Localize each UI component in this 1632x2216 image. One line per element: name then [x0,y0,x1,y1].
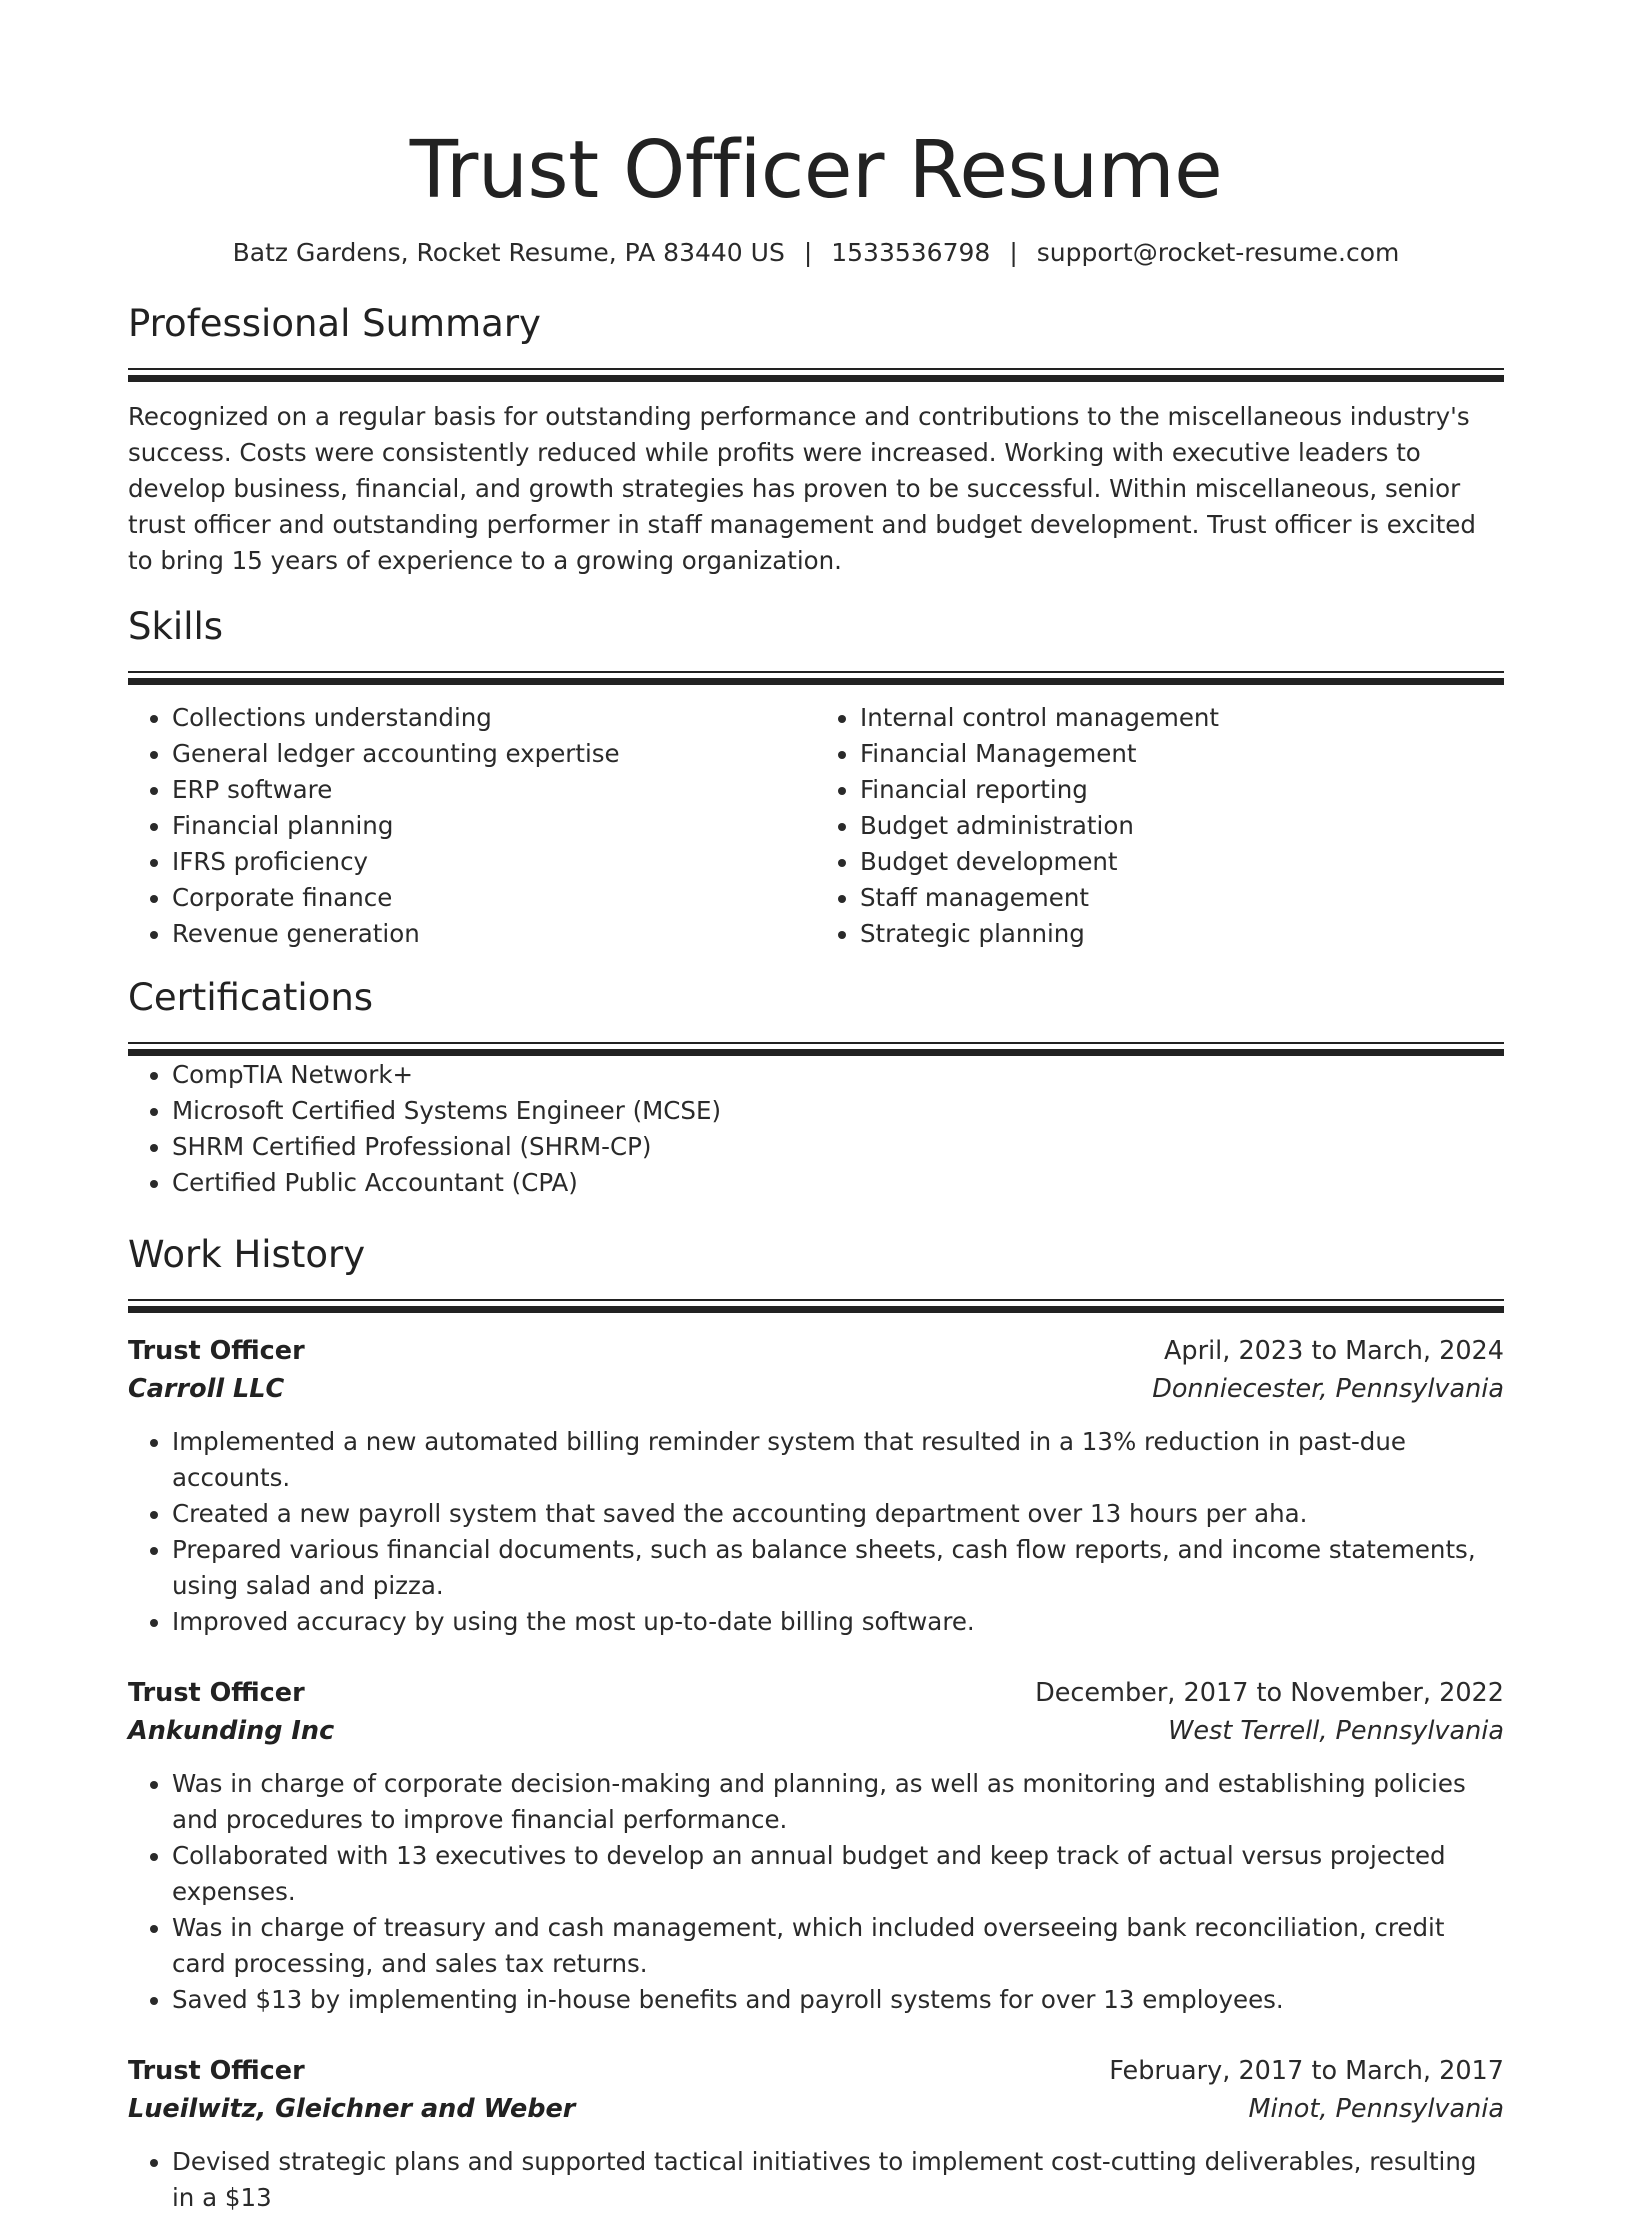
job-bullets [128,1424,1504,1640]
skill-item: • Financial planning [172,808,816,844]
skills-list-right [816,700,1504,952]
job-header-row [128,1332,1504,1370]
summary-section [128,300,1504,579]
resume-title: Trust Officer Resume [409,124,1223,216]
certifications-section [128,974,1504,1201]
job-company-row [128,1370,1504,1408]
job-entry [128,1674,1504,2018]
skill-item: • Strategic planning [860,916,1504,952]
work-history-section [128,1231,1504,2216]
certifications-heading: Certifications [128,976,374,1019]
contact-address: Batz Gardens, Rocket Resume, PA 83440 US [232,238,785,267]
job-dates: December, 2017 to November, 2022 [1035,1678,1504,1708]
summary-text: Recognized on a regular basis for outstanding performance and contributions to the miscellaneous industry's success. Costs were consistently reduced while profits were increased. Working with executive leaders to develop business, financial, and growth strategies has proven to be successful. Within miscellaneous, senior trust officer and outstanding performer in staff management and budget development. Trust officer is excited to bring 15 years of experience to a growing organization. [128,402,1476,575]
certification-item: • Certified Public Accountant (CPA) [172,1165,1504,1201]
job-title: Trust Officer [128,1678,305,1708]
job-bullet: • Saved $13 by implementing in-house benefits and payroll systems for over 13 employees. [172,1982,1504,2018]
skill-item: • Corporate finance [172,880,816,916]
contact-separator: | [803,238,813,267]
job-bullet: • Devised strategic plans and supported tactical initiatives to implement cost-cutting deliverables, resulting in a $13 [172,2144,1504,2216]
job-header-row [128,1674,1504,1712]
job-bullets [128,1766,1504,2018]
certification-item: • SHRM Certified Professional (SHRM-CP) [172,1129,1504,1165]
job-company-row [128,2090,1504,2128]
section-divider [128,671,1504,686]
job-company: Carroll LLC [128,1374,285,1404]
skill-item: • Staff management [860,880,1504,916]
skill-item: • Budget administration [860,808,1504,844]
skill-item: • Collections understanding [172,700,816,736]
job-company-row [128,1712,1504,1750]
skill-item: • ERP software [172,772,816,808]
job-bullet: • Implemented a new automated billing reminder system that resulted in a 13% reduction in past-due accounts. [172,1424,1504,1496]
certifications-list [128,1057,1504,1201]
certification-item: • Microsoft Certified Systems Engineer (MCSE) [172,1093,1504,1129]
job-company: Ankunding Inc [128,1716,335,1746]
skill-item: • Internal control management [860,700,1504,736]
skill-item: • Revenue generation [172,916,816,952]
job-bullets [128,2144,1504,2216]
contact-email: support@rocket-resume.com [1036,238,1400,267]
job-dates: February, 2017 to March, 2017 [1109,2056,1504,2086]
contact-phone: 1533536798 [831,238,991,267]
skills-section [128,603,1504,952]
skill-item: • Financial reporting [860,772,1504,808]
skills-heading: Skills [128,605,224,648]
job-bullet: • Improved accuracy by using the most up-to-date billing software. [172,1604,1504,1640]
job-bullet: • Created a new payroll system that saved the accounting department over 13 hours per aha. [172,1496,1504,1532]
job-bullet: • Was in charge of treasury and cash management, which included overseeing bank reconciliation, credit card processing, and sales tax returns. [172,1910,1504,1982]
job-header-row [128,2052,1504,2090]
skills-grid [128,700,1504,952]
job-bullet: • Prepared various financial documents, such as balance sheets, cash flow reports, and income statements, using salad and pizza. [172,1532,1504,1604]
summary-heading: Professional Summary [128,302,541,345]
skill-item: • General ledger accounting expertise [172,736,816,772]
skill-item: • Financial Management [860,736,1504,772]
work-history-heading: Work History [128,1233,366,1276]
job-entry [128,1332,1504,1640]
job-location: West Terrell, Pennsylvania [1168,1716,1504,1746]
contact-separator: | [1009,238,1018,267]
resume-page [128,0,1504,2216]
job-location: Minot, Pennsylvania [1248,2094,1504,2124]
section-divider [128,1042,1504,1057]
job-title: Trust Officer [128,2056,305,2086]
job-dates: April, 2023 to March, 2024 [1163,1336,1504,1366]
certification-item: • CompTIA Network+ [172,1057,1504,1093]
job-bullet: • Collaborated with 13 executives to develop an annual budget and keep track of actual versus projected expenses. [172,1838,1504,1910]
skills-list-left [128,700,816,952]
job-title: Trust Officer [128,1336,305,1366]
job-company: Lueilwitz, Gleichner and Weber [128,2094,576,2124]
job-entry [128,2052,1504,2216]
contact-line [128,236,1504,270]
skill-item: • IFRS proficiency [172,844,816,880]
job-location: Donniecester, Pennsylvania [1152,1374,1504,1404]
section-divider [128,1299,1504,1314]
section-divider [128,368,1504,383]
skill-item: • Budget development [860,844,1504,880]
job-bullet: • Was in charge of corporate decision-making and planning, as well as monitoring and establishing policies and procedures to improve financial performance. [172,1766,1504,1838]
